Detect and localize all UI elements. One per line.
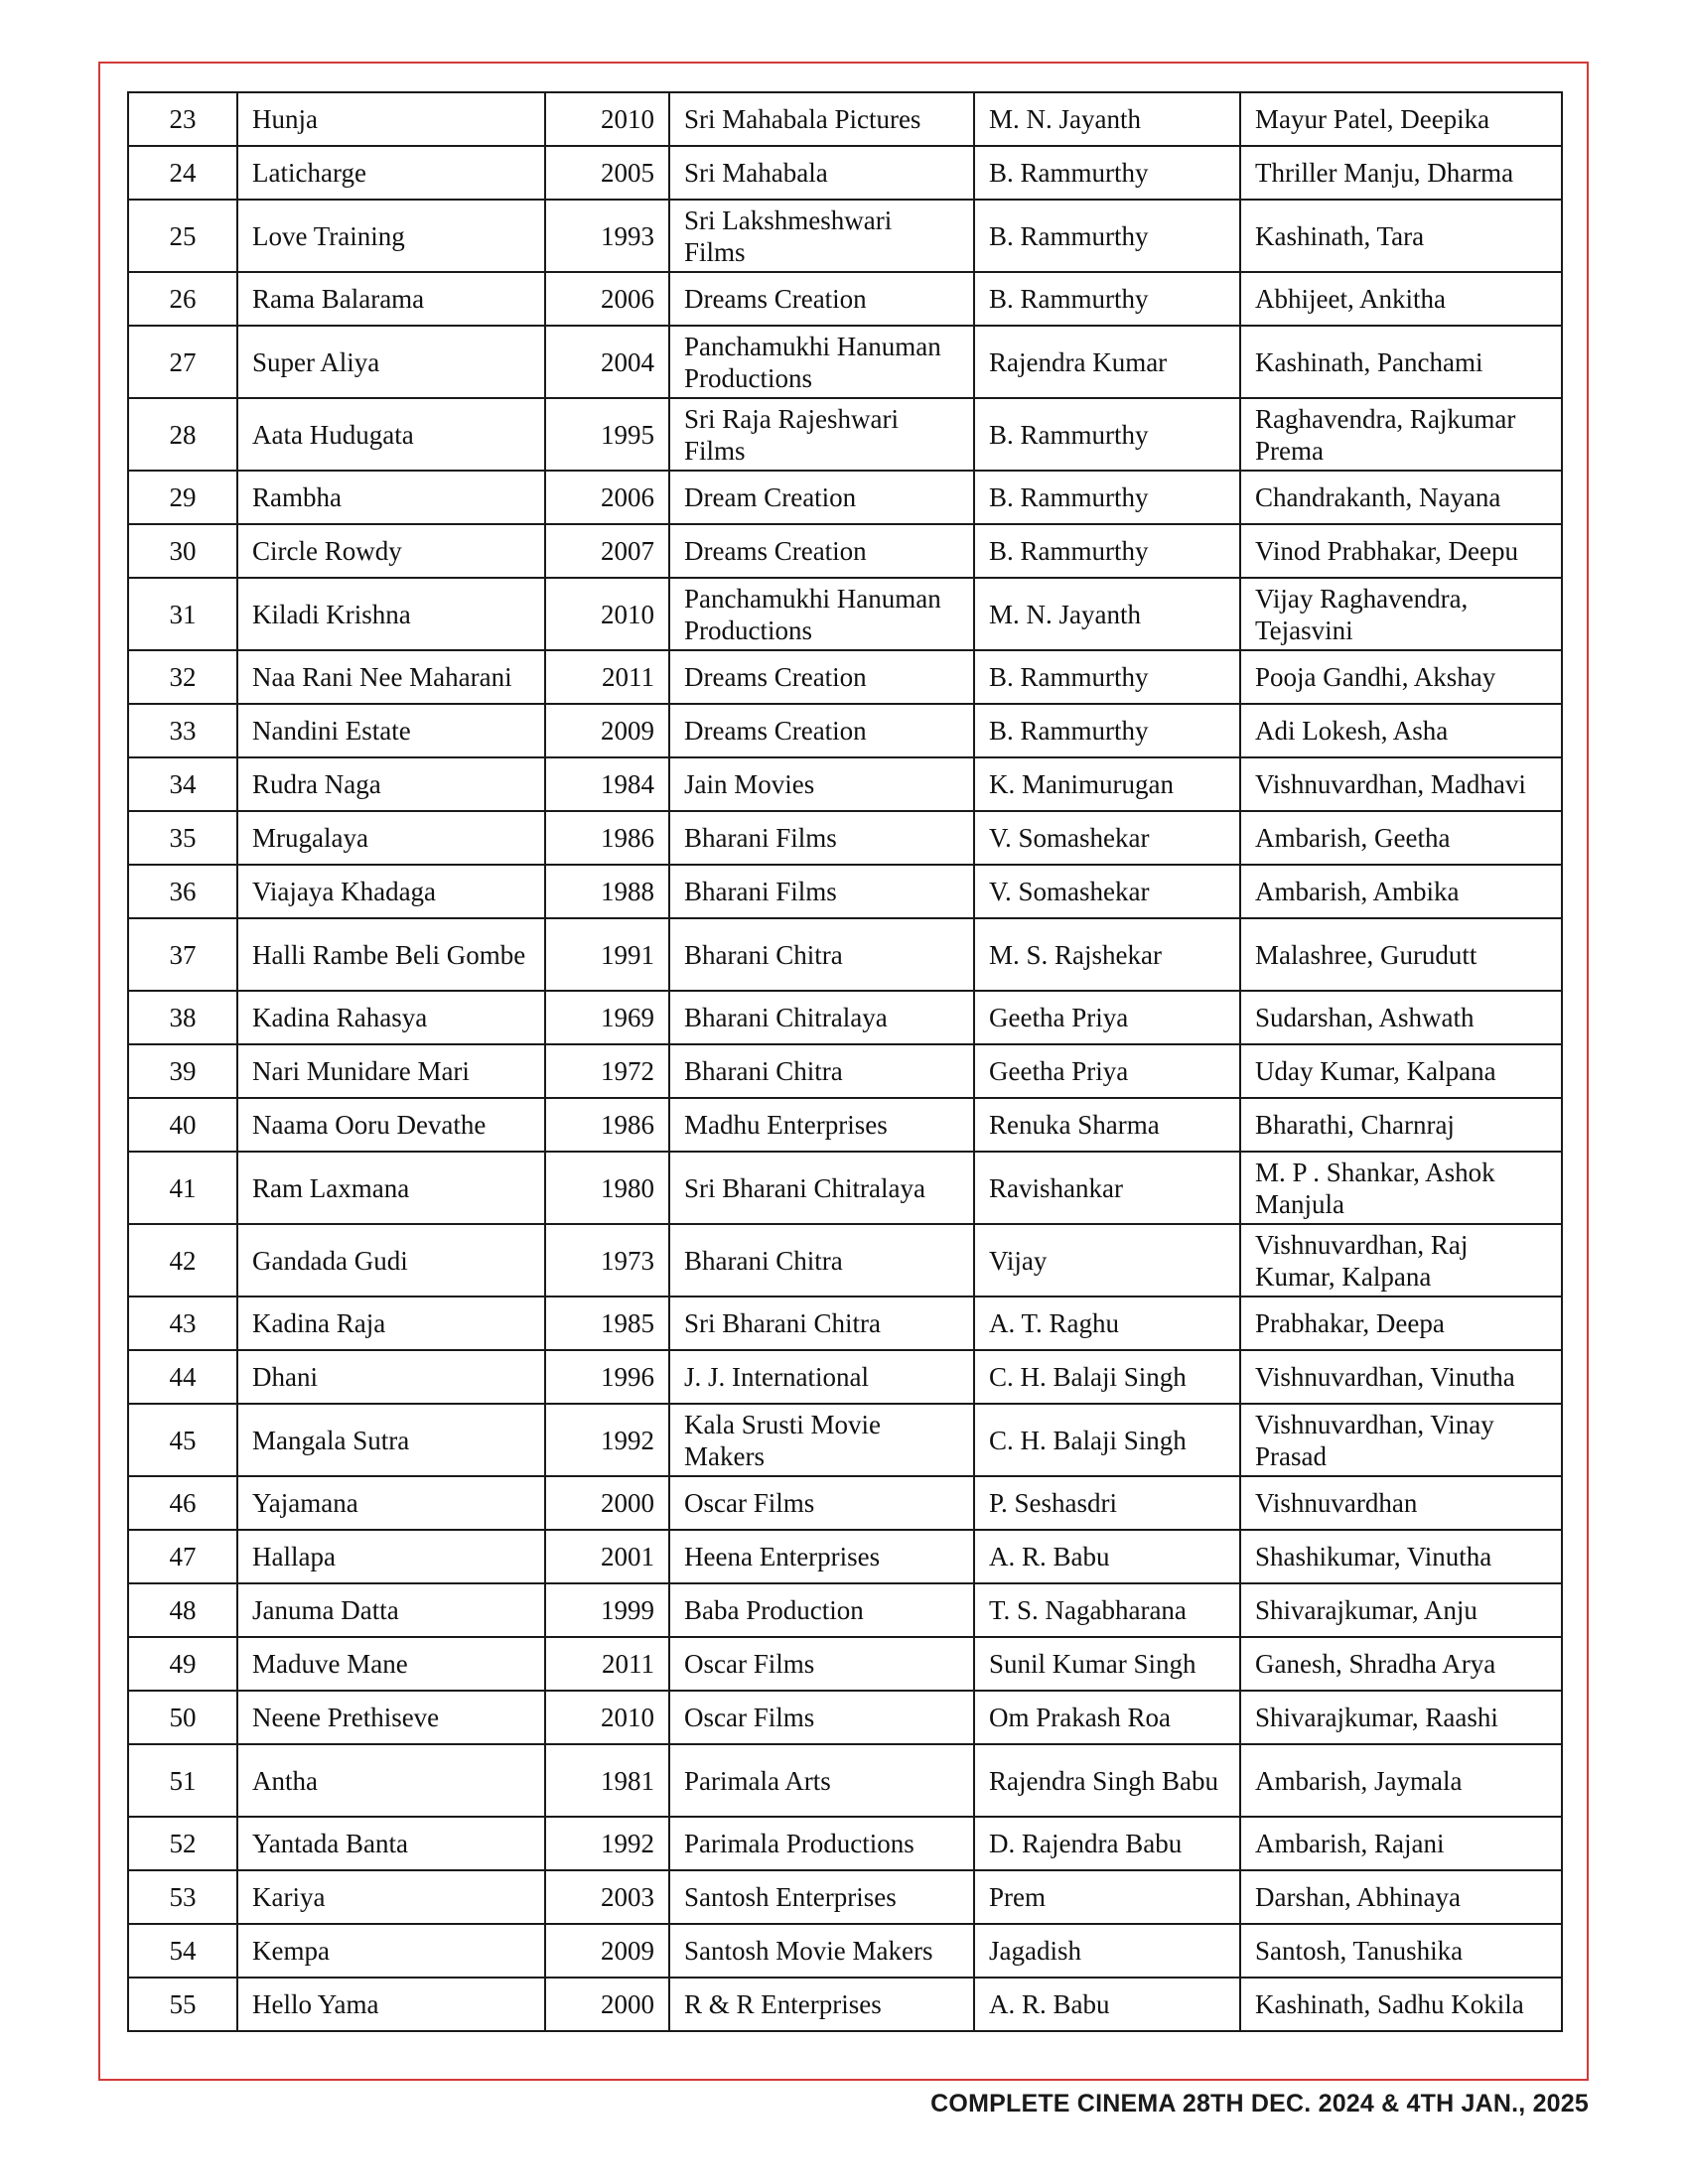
production-banner-cell: Sri Mahabala Pictures (669, 92, 974, 146)
serial-number-cell: 42 (128, 1224, 237, 1297)
production-banner-cell: Jain Movies (669, 757, 974, 811)
serial-number-cell: 55 (128, 1978, 237, 2031)
film-title-cell: Circle Rowdy (237, 524, 545, 578)
table-row (128, 92, 1562, 146)
table-row (128, 471, 1562, 524)
table-row (128, 991, 1562, 1044)
serial-number-cell: 43 (128, 1297, 237, 1350)
table-row (128, 1476, 1562, 1530)
cast-names-cell: Malashree, Gurudutt (1240, 918, 1562, 991)
production-banner-cell: R & R Enterprises (669, 1978, 974, 2031)
cast-names-cell: Bharathi, Charnraj (1240, 1098, 1562, 1152)
film-title-cell: Nandini Estate (237, 704, 545, 757)
serial-number-cell: 48 (128, 1583, 237, 1637)
production-banner-cell: Bharani Chitralaya (669, 991, 974, 1044)
serial-number-cell: 45 (128, 1404, 237, 1476)
director-name-cell: T. S. Nagabharana (974, 1583, 1240, 1637)
production-banner-cell: Heena Enterprises (669, 1530, 974, 1583)
cast-names-cell: Vishnuvardhan, Raj Kumar, Kalpana (1240, 1224, 1562, 1297)
cast-names-cell: Mayur Patel, Deepika (1240, 92, 1562, 146)
release-year-cell: 1973 (545, 1224, 669, 1297)
serial-number-cell: 32 (128, 650, 237, 704)
cast-names-cell: Uday Kumar, Kalpana (1240, 1044, 1562, 1098)
serial-number-cell: 27 (128, 326, 237, 398)
film-title-cell: Halli Rambe Beli Gombe (237, 918, 545, 991)
serial-number-cell: 39 (128, 1044, 237, 1098)
cast-names-cell: Shashikumar, Vinutha (1240, 1530, 1562, 1583)
cast-names-cell: Kashinath, Panchami (1240, 326, 1562, 398)
director-name-cell: Geetha Priya (974, 991, 1240, 1044)
table-row (128, 757, 1562, 811)
release-year-cell: 2011 (545, 1637, 669, 1691)
film-title-cell: Laticharge (237, 146, 545, 200)
production-banner-cell: Bharani Films (669, 865, 974, 918)
director-name-cell: B. Rammurthy (974, 398, 1240, 471)
director-name-cell: Geetha Priya (974, 1044, 1240, 1098)
cast-names-cell: Shivarajkumar, Raashi (1240, 1691, 1562, 1744)
director-name-cell: Jagadish (974, 1924, 1240, 1978)
director-name-cell: Prem (974, 1870, 1240, 1924)
table-row (128, 398, 1562, 471)
director-name-cell: B. Rammurthy (974, 146, 1240, 200)
release-year-cell: 1981 (545, 1744, 669, 1817)
serial-number-cell: 31 (128, 578, 237, 650)
production-banner-cell: Oscar Films (669, 1691, 974, 1744)
cast-names-cell: Ambarish, Jaymala (1240, 1744, 1562, 1817)
production-banner-cell: Dreams Creation (669, 704, 974, 757)
serial-number-cell: 46 (128, 1476, 237, 1530)
cast-names-cell: Santosh, Tanushika (1240, 1924, 1562, 1978)
films-table (127, 91, 1563, 2032)
production-banner-cell: Bharani Chitra (669, 1044, 974, 1098)
production-banner-cell: Santosh Enterprises (669, 1870, 974, 1924)
production-banner-cell: Dreams Creation (669, 650, 974, 704)
release-year-cell: 2001 (545, 1530, 669, 1583)
release-year-cell: 1993 (545, 200, 669, 272)
film-title-cell: Ram Laxmana (237, 1152, 545, 1224)
cast-names-cell: Vishnuvardhan, Vinay Prasad (1240, 1404, 1562, 1476)
film-title-cell: Gandada Gudi (237, 1224, 545, 1297)
cast-names-cell: Thriller Manju, Dharma (1240, 146, 1562, 200)
director-name-cell: Renuka Sharma (974, 1098, 1240, 1152)
cast-names-cell: Raghavendra, Rajkumar Prema (1240, 398, 1562, 471)
serial-number-cell: 51 (128, 1744, 237, 1817)
production-banner-cell: Dream Creation (669, 471, 974, 524)
table-row (128, 704, 1562, 757)
cast-names-cell: Shivarajkumar, Anju (1240, 1583, 1562, 1637)
cast-names-cell: Kashinath, Sadhu Kokila (1240, 1978, 1562, 2031)
serial-number-cell: 25 (128, 200, 237, 272)
serial-number-cell: 38 (128, 991, 237, 1044)
serial-number-cell: 49 (128, 1637, 237, 1691)
film-title-cell: Aata Hudugata (237, 398, 545, 471)
release-year-cell: 1985 (545, 1297, 669, 1350)
release-year-cell: 2005 (545, 146, 669, 200)
production-banner-cell: Santosh Movie Makers (669, 1924, 974, 1978)
production-banner-cell: Dreams Creation (669, 272, 974, 326)
cast-names-cell: Chandrakanth, Nayana (1240, 471, 1562, 524)
production-banner-cell: J. J. International (669, 1350, 974, 1404)
serial-number-cell: 53 (128, 1870, 237, 1924)
film-title-cell: Yajamana (237, 1476, 545, 1530)
release-year-cell: 1991 (545, 918, 669, 991)
cast-names-cell: Sudarshan, Ashwath (1240, 991, 1562, 1044)
production-banner-cell: Panchamukhi Hanuman Productions (669, 326, 974, 398)
film-title-cell: Hunja (237, 92, 545, 146)
production-banner-cell: Panchamukhi Hanuman Productions (669, 578, 974, 650)
serial-number-cell: 50 (128, 1691, 237, 1744)
table-row (128, 1297, 1562, 1350)
cast-names-cell: Vinod Prabhakar, Deepu (1240, 524, 1562, 578)
release-year-cell: 1980 (545, 1152, 669, 1224)
serial-number-cell: 29 (128, 471, 237, 524)
release-year-cell: 2010 (545, 92, 669, 146)
production-banner-cell: Sri Mahabala (669, 146, 974, 200)
release-year-cell: 1999 (545, 1583, 669, 1637)
release-year-cell: 2009 (545, 704, 669, 757)
table-row (128, 1350, 1562, 1404)
film-title-cell: Viajaya Khadaga (237, 865, 545, 918)
table-row (128, 146, 1562, 200)
cast-names-cell: Pooja Gandhi, Akshay (1240, 650, 1562, 704)
serial-number-cell: 34 (128, 757, 237, 811)
table-row (128, 1637, 1562, 1691)
director-name-cell: B. Rammurthy (974, 471, 1240, 524)
table-row (128, 1044, 1562, 1098)
serial-number-cell: 54 (128, 1924, 237, 1978)
serial-number-cell: 23 (128, 92, 237, 146)
film-title-cell: Rama Balarama (237, 272, 545, 326)
film-title-cell: Neene Prethiseve (237, 1691, 545, 1744)
film-title-cell: Maduve Mane (237, 1637, 545, 1691)
table-row (128, 326, 1562, 398)
release-year-cell: 1969 (545, 991, 669, 1044)
release-year-cell: 2010 (545, 578, 669, 650)
table-row (128, 811, 1562, 865)
release-year-cell: 1988 (545, 865, 669, 918)
cast-names-cell: Ganesh, Shradha Arya (1240, 1637, 1562, 1691)
table-row (128, 1224, 1562, 1297)
table-row (128, 1744, 1562, 1817)
director-name-cell: B. Rammurthy (974, 704, 1240, 757)
production-banner-cell: Madhu Enterprises (669, 1098, 974, 1152)
director-name-cell: A. R. Babu (974, 1978, 1240, 2031)
production-banner-cell: Dreams Creation (669, 524, 974, 578)
director-name-cell: B. Rammurthy (974, 524, 1240, 578)
director-name-cell: Sunil Kumar Singh (974, 1637, 1240, 1691)
production-banner-cell: Bharani Chitra (669, 918, 974, 991)
director-name-cell: Ravishankar (974, 1152, 1240, 1224)
release-year-cell: 1984 (545, 757, 669, 811)
release-year-cell: 2000 (545, 1978, 669, 2031)
film-title-cell: Yantada Banta (237, 1817, 545, 1870)
table-row (128, 1691, 1562, 1744)
production-banner-cell: Sri Bharani Chitralaya (669, 1152, 974, 1224)
release-year-cell: 1992 (545, 1404, 669, 1476)
release-year-cell: 2009 (545, 1924, 669, 1978)
release-year-cell: 2000 (545, 1476, 669, 1530)
film-title-cell: Rudra Naga (237, 757, 545, 811)
film-title-cell: Naama Ooru Devathe (237, 1098, 545, 1152)
table-row (128, 1924, 1562, 1978)
director-name-cell: V. Somashekar (974, 865, 1240, 918)
release-year-cell: 2004 (545, 326, 669, 398)
director-name-cell: P. Seshasdri (974, 1476, 1240, 1530)
release-year-cell: 2006 (545, 471, 669, 524)
cast-names-cell: Prabhakar, Deepa (1240, 1297, 1562, 1350)
director-name-cell: V. Somashekar (974, 811, 1240, 865)
film-title-cell: Kadina Raja (237, 1297, 545, 1350)
production-banner-cell: Oscar Films (669, 1637, 974, 1691)
table-row (128, 1098, 1562, 1152)
table-row (128, 918, 1562, 991)
film-title-cell: Hello Yama (237, 1978, 545, 2031)
serial-number-cell: 52 (128, 1817, 237, 1870)
director-name-cell: B. Rammurthy (974, 650, 1240, 704)
director-name-cell: Rajendra Kumar (974, 326, 1240, 398)
film-title-cell: Naa Rani Nee Maharani (237, 650, 545, 704)
serial-number-cell: 26 (128, 272, 237, 326)
table-row (128, 650, 1562, 704)
table-row (128, 1978, 1562, 2031)
production-banner-cell: Sri Bharani Chitra (669, 1297, 974, 1350)
films-table-body (128, 92, 1562, 2031)
director-name-cell: A. T. Raghu (974, 1297, 1240, 1350)
table-row (128, 578, 1562, 650)
film-title-cell: Januma Datta (237, 1583, 545, 1637)
cast-names-cell: Adi Lokesh, Asha (1240, 704, 1562, 757)
cast-names-cell: Vishnuvardhan, Madhavi (1240, 757, 1562, 811)
serial-number-cell: 37 (128, 918, 237, 991)
film-title-cell: Love Training (237, 200, 545, 272)
director-name-cell: M. S. Rajshekar (974, 918, 1240, 991)
production-banner-cell: Baba Production (669, 1583, 974, 1637)
director-name-cell: K. Manimurugan (974, 757, 1240, 811)
cast-names-cell: Vijay Raghavendra, Tejasvini (1240, 578, 1562, 650)
film-title-cell: Kempa (237, 1924, 545, 1978)
release-year-cell: 2011 (545, 650, 669, 704)
release-year-cell: 1986 (545, 811, 669, 865)
film-title-cell: Mangala Sutra (237, 1404, 545, 1476)
serial-number-cell: 36 (128, 865, 237, 918)
serial-number-cell: 33 (128, 704, 237, 757)
serial-number-cell: 47 (128, 1530, 237, 1583)
director-name-cell: Rajendra Singh Babu (974, 1744, 1240, 1817)
production-banner-cell: Bharani Films (669, 811, 974, 865)
release-year-cell: 2003 (545, 1870, 669, 1924)
director-name-cell: C. H. Balaji Singh (974, 1350, 1240, 1404)
cast-names-cell: M. P . Shankar, Ashok Manjula (1240, 1152, 1562, 1224)
film-title-cell: Dhani (237, 1350, 545, 1404)
film-title-cell: Super Aliya (237, 326, 545, 398)
serial-number-cell: 30 (128, 524, 237, 578)
film-title-cell: Kadina Rahasya (237, 991, 545, 1044)
cast-names-cell: Ambarish, Geetha (1240, 811, 1562, 865)
director-name-cell: B. Rammurthy (974, 200, 1240, 272)
serial-number-cell: 40 (128, 1098, 237, 1152)
cast-names-cell: Darshan, Abhinaya (1240, 1870, 1562, 1924)
release-year-cell: 1992 (545, 1817, 669, 1870)
director-name-cell: C. H. Balaji Singh (974, 1404, 1240, 1476)
production-banner-cell: Sri Lakshmeshwari Films (669, 200, 974, 272)
table-row (128, 1583, 1562, 1637)
cast-names-cell: Ambarish, Ambika (1240, 865, 1562, 918)
table-row (128, 1530, 1562, 1583)
director-name-cell: Vijay (974, 1224, 1240, 1297)
table-row (128, 1152, 1562, 1224)
table-row (128, 200, 1562, 272)
release-year-cell: 1995 (545, 398, 669, 471)
production-banner-cell: Parimala Productions (669, 1817, 974, 1870)
cast-names-cell: Vishnuvardhan, Vinutha (1240, 1350, 1562, 1404)
table-row (128, 1870, 1562, 1924)
cast-names-cell: Abhijeet, Ankitha (1240, 272, 1562, 326)
table-row (128, 865, 1562, 918)
serial-number-cell: 44 (128, 1350, 237, 1404)
film-title-cell: Antha (237, 1744, 545, 1817)
serial-number-cell: 24 (128, 146, 237, 200)
director-name-cell: B. Rammurthy (974, 272, 1240, 326)
director-name-cell: D. Rajendra Babu (974, 1817, 1240, 1870)
director-name-cell: Om Prakash Roa (974, 1691, 1240, 1744)
table-row (128, 1817, 1562, 1870)
film-title-cell: Kariya (237, 1870, 545, 1924)
director-name-cell: A. R. Babu (974, 1530, 1240, 1583)
cast-names-cell: Kashinath, Tara (1240, 200, 1562, 272)
film-title-cell: Rambha (237, 471, 545, 524)
film-title-cell: Hallapa (237, 1530, 545, 1583)
release-year-cell: 1996 (545, 1350, 669, 1404)
serial-number-cell: 41 (128, 1152, 237, 1224)
release-year-cell: 2007 (545, 524, 669, 578)
serial-number-cell: 35 (128, 811, 237, 865)
production-banner-cell: Sri Raja Rajeshwari Films (669, 398, 974, 471)
production-banner-cell: Parimala Arts (669, 1744, 974, 1817)
table-row (128, 524, 1562, 578)
film-title-cell: Kiladi Krishna (237, 578, 545, 650)
table-row (128, 1404, 1562, 1476)
cast-names-cell: Vishnuvardhan (1240, 1476, 1562, 1530)
film-title-cell: Mrugalaya (237, 811, 545, 865)
production-banner-cell: Oscar Films (669, 1476, 974, 1530)
serial-number-cell: 28 (128, 398, 237, 471)
director-name-cell: M. N. Jayanth (974, 92, 1240, 146)
film-title-cell: Nari Munidare Mari (237, 1044, 545, 1098)
page-footer: COMPLETE CINEMA 28TH DEC. 2024 & 4TH JAN., 2025 (930, 2090, 1589, 2117)
release-year-cell: 1972 (545, 1044, 669, 1098)
release-year-cell: 2010 (545, 1691, 669, 1744)
table-row (128, 272, 1562, 326)
production-banner-cell: Bharani Chitra (669, 1224, 974, 1297)
release-year-cell: 2006 (545, 272, 669, 326)
production-banner-cell: Kala Srusti Movie Makers (669, 1404, 974, 1476)
cast-names-cell: Ambarish, Rajani (1240, 1817, 1562, 1870)
director-name-cell: M. N. Jayanth (974, 578, 1240, 650)
release-year-cell: 1986 (545, 1098, 669, 1152)
